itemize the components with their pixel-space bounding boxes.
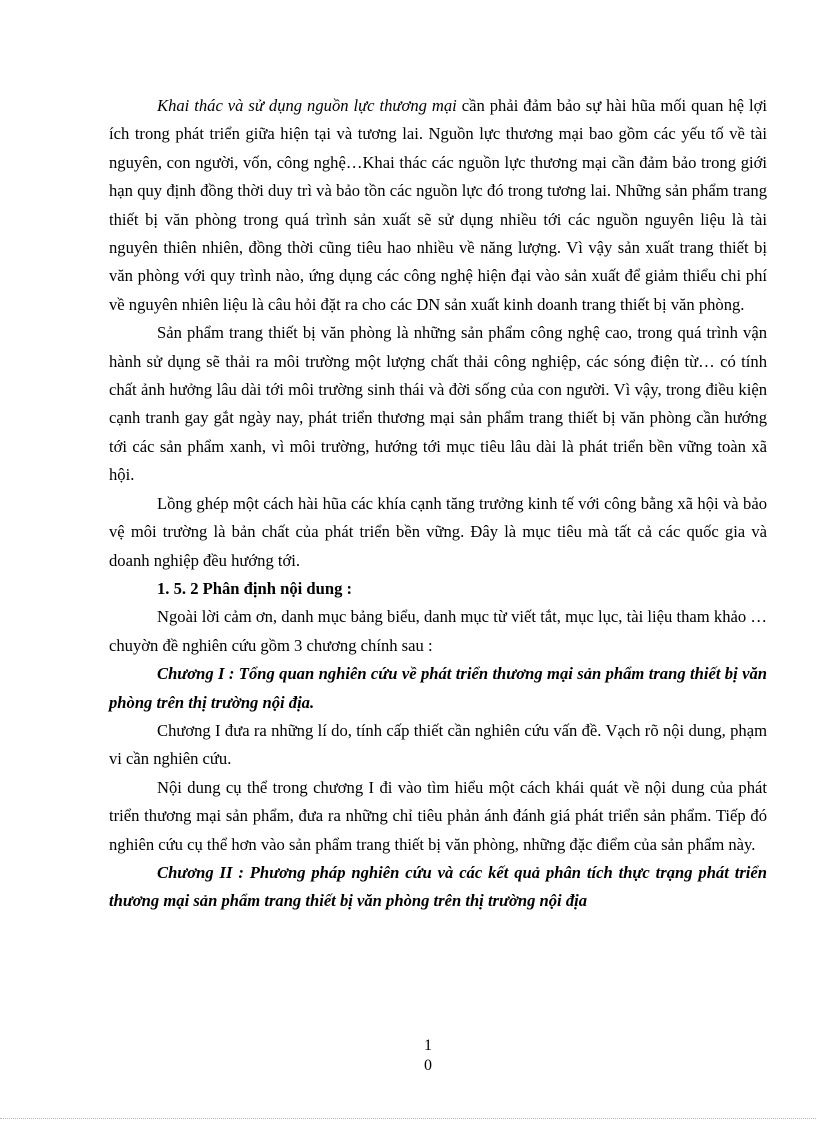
section-heading <box>109 575 767 603</box>
paragraph-office-equipment-waste <box>109 319 767 489</box>
paragraph-sustainable-development <box>109 490 767 575</box>
body-text <box>109 92 767 916</box>
paragraph-text: Ngoài lời cảm ơn, danh mục bảng biểu, danh mục từ viết tắt, mục lục, tài liệu tham khảo …chuyờn đề nghiên cứu gồm 3 chương chính sau : <box>109 607 767 655</box>
paragraph-lead-italic: Khai thác và sử dụng nguồn lực thương mại <box>157 96 457 115</box>
paragraph-chapter-one-content <box>109 774 767 859</box>
page-number-line-1: 1 <box>424 1037 432 1054</box>
page-boundary-divider <box>0 1118 816 1119</box>
paragraph-text: Sản phẩm trang thiết bị văn phòng là những sản phẩm công nghệ cao, trong quá trình vận hành sử dụng sẽ thải ra môi trường một lượng chất thải công nghiệp, các sóng điện từ… có tính chất ảnh hưởng lâu dài tới môi trường sinh thái và đời sống của con người. Vì vậy, trong điều kiện cạnh tranh gay gắt ngày nay, phát triển thương mại sản phẩm trang thiết bị văn phòng cần hướng tới các sản phẩm xanh, vì môi trường, hướng tới mục tiêu lâu dài là phát triển bền vững toàn xã hội. <box>109 323 767 485</box>
paragraph-text: Lồng ghép một cách hài hũa các khía cạnh tăng trưởng kinh tế với công bằng xã hội và bảo vệ môi trường là bản chất của phát triển bền vững. Đây là mục tiêu mà tất cả các quốc gia và doanh nghiệp đều hướng tới. <box>109 493 767 570</box>
paragraph-text: Chương I đưa ra những lí do, tính cấp thiết cần nghiên cứu vấn đề. Vạch rõ nội dung, phạm vi cần nghiên cứu. <box>109 720 767 769</box>
page-number <box>418 1036 438 1076</box>
chapter-title-text: Chương II : Phương pháp nghiên cứu và các kết quả phân tích thực trạng phát triển thương mại sản phẩm trang thiết bị văn phòng trên thị trường nội địa <box>109 862 767 911</box>
paragraph-text: Nội dung cụ thể trong chương I đi vào tìm hiểu một cách khái quát về nội dung của phát triển thương mại sản phẩm, đưa ra những chỉ tiêu phản ánh đánh giá phát triển sản phẩm. Tiếp đó nghiên cứu cụ thể hơn vào sản phẩm trang thiết bị văn phòng, những đặc điểm của sản phẩm này. <box>109 777 767 854</box>
chapter-title-text: Chương I : Tổng quan nghiên cứu về phát triển thương mại sản phẩm trang thiết bị văn phòng trên thị trường nội địa. <box>109 664 767 712</box>
paragraph-report-structure <box>109 603 767 660</box>
page-number-line-2: 0 <box>424 1057 432 1074</box>
chapter-one-title <box>109 660 767 717</box>
paragraph-chapter-one-reasons <box>109 717 767 774</box>
paragraph-text: cần phải đảm bảo sự hài hũa mối quan hệ lợi ích trong phát triển giữa hiện tại và tương lai. Nguồn lực thương mại bao gồm các yếu tố về tài nguyên, con người, vốn, công nghệ…Khai thác các nguồn lực thương mại cần đảm bảo trong giới hạn quy định đồng thời duy trì và bảo tồn các nguồn lực đó trong tương lai. Những sản phẩm trang thiết bị văn phòng trong quá trình sản xuất sẽ sử dụng nhiều tới các nguồn nguyên liệu là tài nguyên thiên nhiên, đồng thời cũng tiêu hao nhiều về năng lượng. Vì vậy sản xuất trang thiết bị văn phòng với quy trình nào, ứng dụng các công nghệ hiện đại vào sản xuất để giảm thiểu chi phí về nguyên nhiên liệu là câu hỏi đặt ra cho các DN sản xuất kinh doanh trang thiết bị văn phòng. <box>109 96 767 314</box>
chapter-two-title <box>109 859 767 916</box>
paragraph-resource-exploitation <box>109 92 767 319</box>
section-heading-text: 1. 5. 2 Phân định nội dung : <box>157 578 353 598</box>
